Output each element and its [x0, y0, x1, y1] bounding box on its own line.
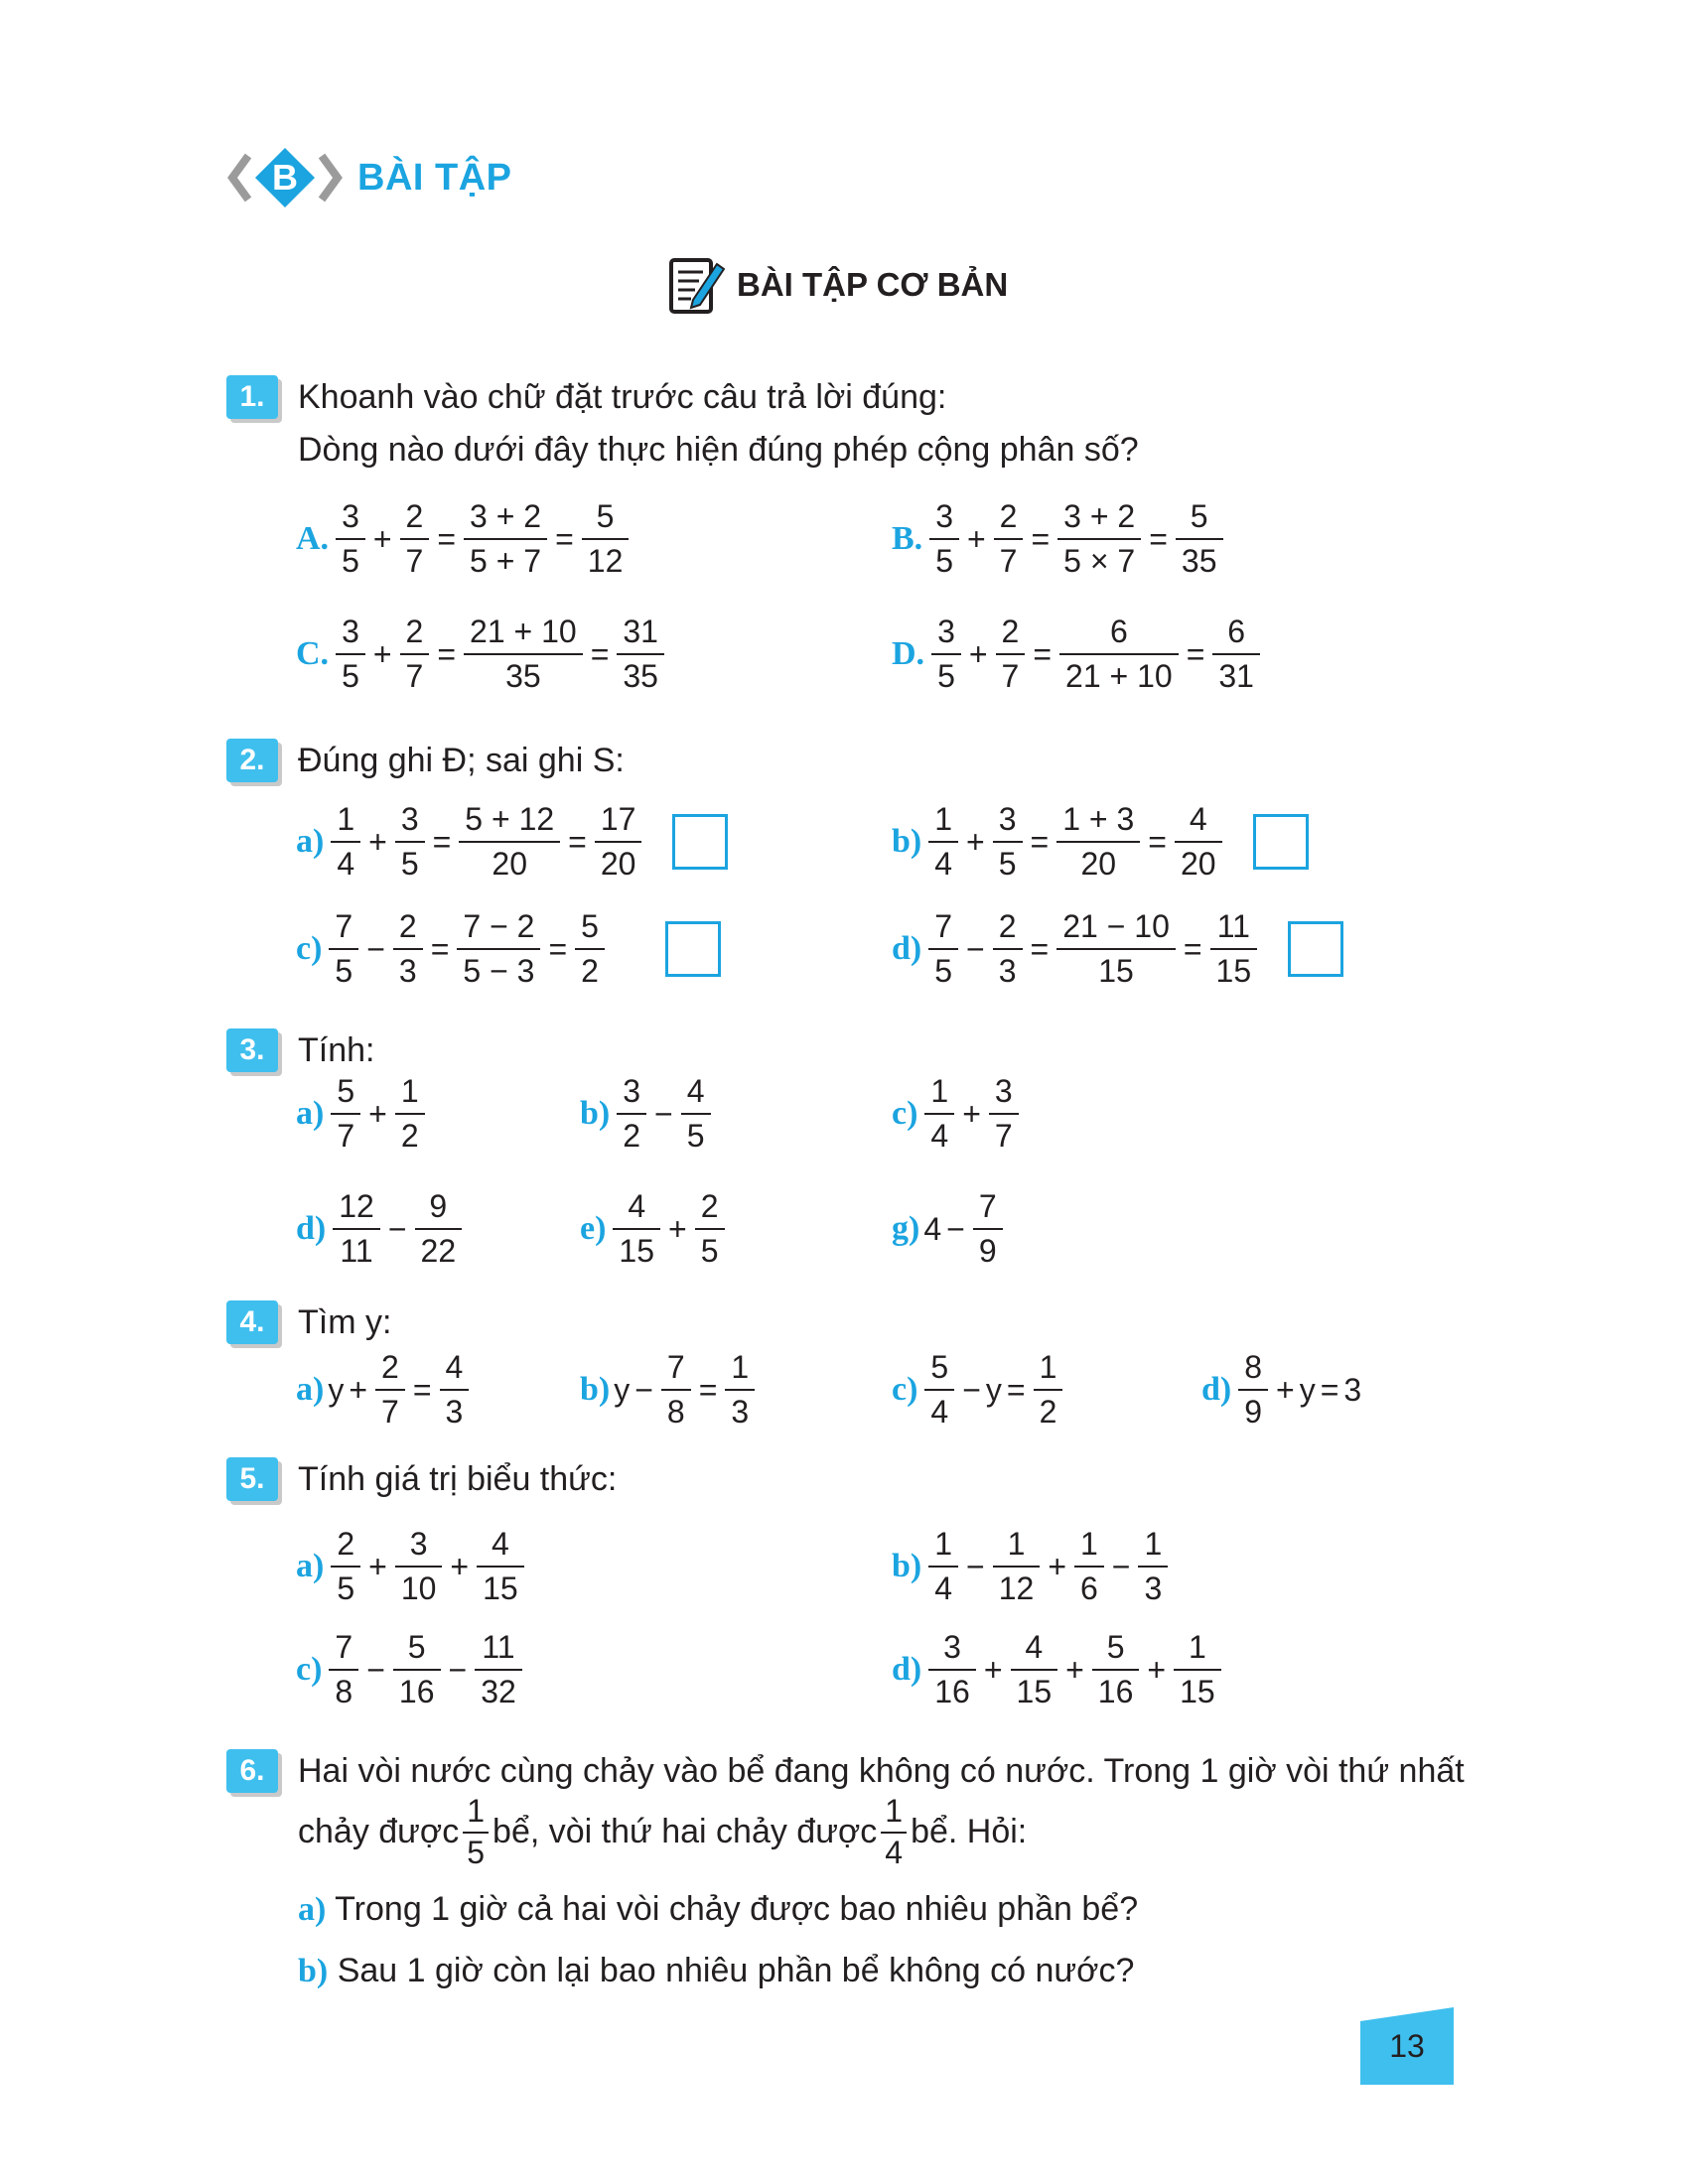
fraction: $\frac{1}{4}$ — [881, 1795, 907, 1869]
q3-item-d: d) $\frac{12}{11}$ − $\frac{9}{22}$ — [296, 1189, 465, 1269]
q2-item-b: b) $\frac{1}{4}$ + $\frac{3}{5}$ = $\frac{1 + 3}{20}$ = $\frac{4}{20}$ — [892, 802, 1309, 882]
fraction: $\frac{6}{21 + 10}$ — [1059, 614, 1179, 694]
question-6-part-b: b) Sau 1 giờ còn lại bao nhiêu phần bể không có nước? — [298, 1952, 1135, 1989]
answer-box[interactable] — [665, 921, 721, 977]
variable: y — [614, 1371, 631, 1408]
item-label: c) — [296, 930, 323, 968]
question-number-badge: 1. — [226, 375, 278, 419]
subsection-title: BÀI TẬP CƠ BẢN — [737, 266, 1009, 303]
q4-item-d: d) $\frac{8}{9}$ + y = 3 — [1201, 1349, 1362, 1431]
fraction: $\frac{2}{5}$ — [695, 1189, 725, 1269]
q1-option-d[interactable]: D. $\frac{3}{5}$ + $\frac{2}{7}$ = $\frac{6}{21 + 10}$ = $\frac{6}{31}$ — [892, 614, 1263, 694]
answer-box[interactable] — [672, 814, 728, 870]
notepad-pencil-icon — [667, 254, 725, 316]
fraction: $\frac{12}{11}$ — [333, 1189, 380, 1269]
question-text: Tính giá trị biểu thức: — [298, 1459, 618, 1498]
q5-item-d: d) $\frac{3}{16}$ + $\frac{4}{15}$ + $\frac{5}{16}$ + $\frac{1}{15}$ — [892, 1630, 1224, 1709]
question-3 — [226, 1028, 374, 1072]
question-number-badge: 6. — [226, 1749, 278, 1793]
fraction: $\frac{3}{10}$ — [395, 1527, 443, 1606]
question-number-badge: 5. — [226, 1457, 278, 1501]
item-label: d) — [1201, 1371, 1232, 1409]
section-badge — [254, 147, 316, 208]
q4-item-a: a) y + $\frac{2}{7}$ = $\frac{4}{3}$ — [296, 1350, 472, 1430]
fraction: $\frac{1}{2}$ — [1034, 1350, 1063, 1430]
q3-item-g: g) 4 − $\frac{7}{9}$ — [892, 1189, 1006, 1269]
fraction: $\frac{1}{5}$ — [463, 1795, 489, 1869]
fraction: $\frac{7}{9}$ — [973, 1189, 1003, 1269]
item-label: a) — [296, 1095, 325, 1133]
item-label: c) — [892, 1095, 918, 1133]
fraction: $\frac{3}{5}$ — [336, 499, 365, 579]
answer-box[interactable] — [1288, 921, 1343, 977]
fraction: $\frac{5}{4}$ — [924, 1350, 954, 1430]
section-header — [226, 147, 512, 208]
q5-item-a: a) $\frac{2}{5}$ + $\frac{3}{10}$ + $\frac{4}{15}$ — [296, 1527, 527, 1606]
item-label: b) — [298, 1953, 329, 1989]
fraction: $\frac{1}{4}$ — [924, 1074, 954, 1154]
question-text: Hai vòi nước cùng chảy vào bể đang không có nước. Trong 1 giờ vòi thứ nhất — [298, 1751, 1465, 1790]
fraction: $\frac{2}{7}$ — [400, 614, 430, 694]
option-label: C. — [296, 635, 330, 673]
item-label: a) — [296, 1548, 325, 1585]
question-1-subtext: Dòng nào dưới đây thực hiện đúng phép cộng phân số? — [298, 431, 1139, 469]
q4-item-c: c) $\frac{5}{4}$ − y = $\frac{1}{2}$ — [892, 1350, 1065, 1430]
q5-item-b: b) $\frac{1}{4}$ − $\frac{1}{12}$ + $\frac{1}{6}$ − $\frac{1}{3}$ — [892, 1527, 1171, 1606]
fraction: $\frac{3}{5}$ — [931, 614, 961, 694]
fraction: $\frac{2}{5}$ — [331, 1527, 360, 1606]
fraction: $\frac{2}{7}$ — [375, 1350, 405, 1430]
item-label: d) — [892, 930, 922, 968]
q3-item-a: a) $\frac{5}{7}$ + $\frac{1}{2}$ — [296, 1074, 428, 1154]
question-text: Đúng ghi Đ; sai ghi S: — [298, 741, 625, 779]
question-6-line-2: chảy được $\frac{1}{5}$ bể, vòi thứ hai chảy được $\frac{1}{4}$ bể. Hỏi: — [298, 1793, 1028, 1870]
fraction: $\frac{1}{4}$ — [928, 1527, 958, 1606]
section-badge-letter: B — [272, 157, 298, 198]
variable: y — [328, 1371, 345, 1408]
item-label: d) — [892, 1651, 922, 1689]
fraction: $\frac{3 + 2}{5 \times 7}$ — [1057, 499, 1141, 579]
q3-item-c: c) $\frac{1}{4}$ + $\frac{3}{7}$ — [892, 1074, 1022, 1154]
question-number-badge: 4. — [226, 1300, 278, 1344]
fraction: $\frac{3}{16}$ — [928, 1630, 976, 1709]
fraction: $\frac{3}{5}$ — [929, 499, 959, 579]
page-number-badge — [1360, 2007, 1454, 2085]
fraction: $\frac{2}{7}$ — [996, 614, 1026, 694]
fraction: $\frac{5}{35}$ — [1176, 499, 1223, 579]
question-2 — [226, 739, 625, 782]
fraction: $\frac{3}{2}$ — [617, 1074, 646, 1154]
q3-item-e: e) $\frac{4}{15}$ + $\frac{2}{5}$ — [580, 1189, 728, 1269]
fraction: $\frac{3}{5}$ — [395, 802, 425, 882]
fraction: $\frac{17}{20}$ — [595, 802, 642, 882]
fraction: $\frac{5}{12}$ — [582, 499, 630, 579]
fraction: $\frac{1 + 3}{20}$ — [1056, 802, 1140, 882]
fraction: $\frac{5}{16}$ — [1092, 1630, 1140, 1709]
fraction: $\frac{5}{7}$ — [331, 1074, 360, 1154]
item-label: a) — [296, 823, 325, 861]
fraction: $\frac{2}{7}$ — [400, 499, 430, 579]
item-label: b) — [580, 1371, 611, 1409]
q2-item-d: d) $\frac{7}{5}$ − $\frac{2}{3}$ = $\frac{21 - 10}{15}$ = $\frac{11}{15}$ — [892, 909, 1343, 989]
whole-number: 4 — [923, 1210, 942, 1247]
fraction: $\frac{1}{3}$ — [1138, 1527, 1168, 1606]
fraction: $\frac{1}{4}$ — [331, 802, 360, 882]
fraction: $\frac{5}{2}$ — [575, 909, 605, 989]
variable: y — [985, 1371, 1002, 1408]
question-5 — [226, 1457, 617, 1501]
fraction: $\frac{3 + 2}{5 + 7}$ — [464, 499, 547, 579]
fraction: $\frac{8}{9}$ — [1238, 1350, 1268, 1430]
fraction: $\frac{4}{15}$ — [613, 1189, 660, 1269]
subsection-header — [667, 254, 1008, 316]
answer-box[interactable] — [1253, 814, 1309, 870]
question-number-badge: 2. — [226, 739, 278, 782]
question-1 — [226, 375, 946, 419]
fraction: $\frac{21 + 10}{35}$ — [464, 614, 583, 694]
item-label: c) — [892, 1371, 918, 1409]
fraction: $\frac{2}{7}$ — [994, 499, 1024, 579]
q5-item-c: c) $\frac{7}{8}$ − $\frac{5}{16}$ − $\frac{11}{32}$ — [296, 1630, 525, 1709]
q3-item-b: b) $\frac{3}{2}$ − $\frac{4}{5}$ — [580, 1074, 714, 1154]
fraction: $\frac{31}{35}$ — [617, 614, 664, 694]
chevron-left-icon — [226, 152, 252, 204]
fraction: $\frac{1}{15}$ — [1174, 1630, 1221, 1709]
question-6 — [226, 1749, 1465, 1793]
fraction: $\frac{7}{5}$ — [928, 909, 958, 989]
option-label: D. — [892, 635, 925, 673]
item-label: a) — [296, 1371, 325, 1409]
option-label: B. — [892, 520, 923, 558]
rhs-value: 3 — [1343, 1371, 1362, 1408]
fraction: $\frac{3}{7}$ — [989, 1074, 1019, 1154]
item-label: a) — [298, 1891, 327, 1928]
question-text: Tìm y: — [298, 1302, 392, 1341]
item-label: b) — [892, 1548, 922, 1585]
page-number: 13 — [1389, 2028, 1425, 2064]
fraction: $\frac{2}{3}$ — [993, 909, 1023, 989]
q4-item-b: b) y − $\frac{7}{8}$ = $\frac{1}{3}$ — [580, 1350, 758, 1430]
item-label: b) — [580, 1095, 611, 1133]
q1-option-a[interactable]: A. $\frac{3}{5}$ + $\frac{2}{7}$ = $\frac{3 + 2}{5 + 7}$ = $\frac{5}{12}$ — [296, 499, 632, 579]
item-label: d) — [296, 1210, 327, 1248]
fraction: $\frac{11}{32}$ — [475, 1630, 522, 1709]
fraction: $\frac{4}{5}$ — [681, 1074, 711, 1154]
fraction: $\frac{7}{8}$ — [329, 1630, 358, 1709]
fraction: $\frac{4}{3}$ — [440, 1350, 470, 1430]
option-label: A. — [296, 520, 330, 558]
q2-item-c: c) $\frac{7}{5}$ − $\frac{2}{3}$ = $\frac{7 - 2}{5 - 3}$ = $\frac{5}{2}$ — [296, 909, 721, 989]
question-number-badge: 3. — [226, 1028, 278, 1072]
question-text: Khoanh vào chữ đặt trước câu trả lời đúng: — [298, 377, 947, 416]
fraction: $\frac{4}{20}$ — [1175, 802, 1222, 882]
item-label: g) — [892, 1210, 920, 1248]
fraction: $\frac{11}{15}$ — [1210, 909, 1258, 989]
fraction: $\frac{2}{3}$ — [393, 909, 423, 989]
question-4 — [226, 1300, 391, 1344]
fraction: $\frac{1}{3}$ — [725, 1350, 755, 1430]
fraction: $\frac{3}{5}$ — [993, 802, 1023, 882]
section-title: BÀI TẬP — [357, 156, 512, 199]
q1-option-c[interactable]: C. $\frac{3}{5}$ + $\frac{2}{7}$ = $\frac{21 + 10}{35}$ = $\frac{31}{35}$ — [296, 614, 667, 694]
fraction: $\frac{6}{31}$ — [1212, 614, 1260, 694]
fraction: $\frac{9}{22}$ — [415, 1189, 463, 1269]
fraction: $\frac{7}{8}$ — [661, 1350, 691, 1430]
item-label: c) — [296, 1651, 323, 1689]
fraction: $\frac{7}{5}$ — [329, 909, 358, 989]
fraction: $\frac{7 - 2}{5 - 3}$ — [457, 909, 540, 989]
fraction: $\frac{3}{5}$ — [336, 614, 365, 694]
item-label: b) — [892, 823, 922, 861]
question-text: Tính: — [298, 1030, 375, 1069]
question-6-part-a: a) Trong 1 giờ cả hai vòi chảy được bao nhiêu phần bể? — [298, 1890, 1139, 1928]
fraction: $\frac{4}{15}$ — [1011, 1630, 1058, 1709]
q2-item-a: a) $\frac{1}{4}$ + $\frac{3}{5}$ = $\frac{5 + 12}{20}$ = $\frac{17}{20}$ — [296, 802, 728, 882]
fraction: $\frac{21 - 10}{15}$ — [1056, 909, 1176, 989]
fraction: $\frac{4}{15}$ — [477, 1527, 524, 1606]
fraction: $\frac{5}{16}$ — [393, 1630, 441, 1709]
chevron-right-icon — [318, 152, 344, 204]
q1-option-b[interactable]: B. $\frac{3}{5}$ + $\frac{2}{7}$ = $\frac{3 + 2}{5 \times 7}$ = $\frac{5}{35}$ — [892, 499, 1226, 579]
fraction: $\frac{5 + 12}{20}$ — [459, 802, 560, 882]
item-label: e) — [580, 1210, 607, 1248]
fraction: $\frac{1}{4}$ — [928, 802, 958, 882]
variable: y — [1299, 1371, 1316, 1408]
fraction: $\frac{1}{6}$ — [1074, 1527, 1104, 1606]
fraction: $\frac{1}{12}$ — [993, 1527, 1041, 1606]
fraction: $\frac{1}{2}$ — [395, 1074, 425, 1154]
